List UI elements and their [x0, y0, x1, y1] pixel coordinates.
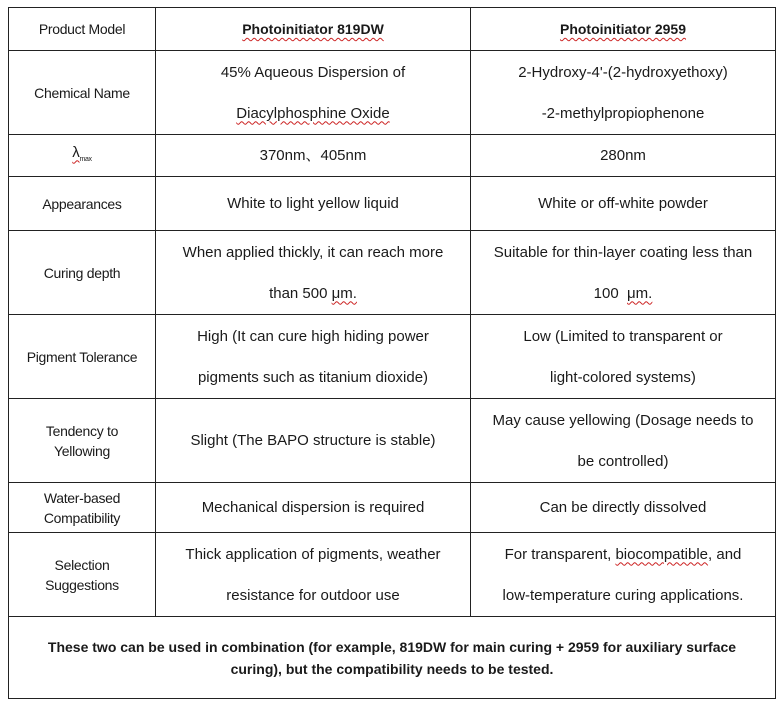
note-line2: curing), but the compatibility needs to be tested.	[230, 660, 554, 677]
curing-depth-col1-line1: When applied thickly, it can reach more	[182, 243, 444, 261]
row-label-cell	[9, 315, 156, 399]
pigment-tolerance-col1-cell	[156, 315, 471, 399]
comparison-table-wrapper	[8, 7, 775, 699]
selection-col2-word: biocompatible	[615, 545, 709, 563]
curing-depth-col1-unit: μm.	[331, 284, 357, 302]
header-col2-cell	[471, 8, 776, 51]
selection-col2-line2: low-temperature curing applications.	[502, 586, 744, 604]
row-label-cell	[9, 231, 156, 315]
row-label-pigment-tolerance: Pigment Tolerance	[26, 348, 138, 365]
header-col2: Photoinitiator 2959	[559, 21, 687, 37]
header-row	[9, 8, 776, 51]
row-chemical-name	[9, 51, 776, 135]
pigment-tolerance-col2-line1: Low (Limited to transparent or	[523, 327, 723, 345]
yellowing-col2-line2: be controlled)	[577, 452, 669, 470]
row-label-selection-line1: Selection	[54, 556, 110, 573]
row-label-curing-depth: Curing depth	[43, 264, 121, 281]
pigment-tolerance-col2-cell	[471, 315, 776, 399]
lambda-max-col2-cell	[471, 135, 776, 177]
row-label-appearances: Appearances	[42, 195, 122, 212]
appearances-col2-cell	[471, 177, 776, 231]
yellowing-col1-cell	[156, 399, 471, 483]
curing-depth-col1-prefix: than 500	[269, 284, 332, 302]
note-line1: These two can be used in combination (for example, 819DW for main curing + 2959 for auxiliary surface	[47, 638, 737, 655]
selection-col1-line1: Thick application of pigments, weather	[185, 545, 441, 563]
selection-col1-line2: resistance for outdoor use	[226, 586, 400, 604]
curing-depth-col2-prefix: 100	[593, 284, 628, 302]
row-label-cell	[9, 51, 156, 135]
lambda-max-col1: 370nm、405nm	[259, 146, 367, 164]
row-pigment-tolerance	[9, 315, 776, 399]
row-label-chemical-name: Chemical Name	[34, 84, 130, 101]
yellowing-col1: Slight (The BAPO structure is stable)	[190, 431, 436, 449]
row-selection	[9, 533, 776, 617]
row-label-water-based-line1: Water-based	[43, 489, 121, 506]
yellowing-col2-line1: May cause yellowing (Dosage needs to	[492, 411, 754, 429]
row-label-yellowing-line1: Tendency to	[45, 422, 119, 439]
row-label-water-based-line2: Compatibility	[43, 509, 121, 526]
chemical-name-col2-line1: 2-Hydroxy-4'-(2-hydroxyethoxy)	[518, 63, 728, 81]
row-label-selection-line2: Suggestions	[45, 576, 119, 593]
row-label-cell	[9, 399, 156, 483]
water-based-col2-cell	[471, 483, 776, 533]
selection-col2-cell	[471, 533, 776, 617]
selection-col1-cell	[156, 533, 471, 617]
curing-depth-col1-cell	[156, 231, 471, 315]
row-curing-depth	[9, 231, 776, 315]
water-based-col1: Mechanical dispersion is required	[201, 498, 425, 516]
row-lambda-max	[9, 135, 776, 177]
header-col1-cell	[156, 8, 471, 51]
note-cell	[9, 617, 776, 699]
chemical-name-col2-cell	[471, 51, 776, 135]
row-note	[9, 617, 776, 699]
chemical-name-col1-line2: Diacylphosphine Oxide	[236, 104, 390, 122]
curing-depth-col2-unit: μm.	[627, 284, 653, 302]
appearances-col2: White or off-white powder	[538, 194, 708, 212]
header-label: Product Model	[38, 21, 126, 37]
row-label-cell	[9, 533, 156, 617]
pigment-tolerance-col1-line2: pigments such as titanium dioxide)	[197, 368, 429, 386]
curing-depth-col2-cell	[471, 231, 776, 315]
row-yellowing	[9, 399, 776, 483]
lambda-subscript: max	[79, 155, 92, 163]
water-based-col2: Can be directly dissolved	[539, 498, 707, 516]
row-label-cell	[9, 135, 156, 177]
row-label-cell	[9, 177, 156, 231]
pigment-tolerance-col2-line2: light-colored systems)	[550, 368, 696, 386]
header-col1: Photoinitiator 819DW	[242, 21, 384, 37]
comparison-table	[8, 7, 776, 699]
header-label-cell	[9, 8, 156, 51]
selection-col2-prefix: For transparent,	[504, 545, 616, 563]
appearances-col1-cell	[156, 177, 471, 231]
row-label-lambda-max	[72, 144, 92, 161]
yellowing-col2-cell	[471, 399, 776, 483]
row-water-based	[9, 483, 776, 533]
appearances-col1: White to light yellow liquid	[227, 194, 399, 212]
lambda-max-col1-cell	[156, 135, 471, 177]
chemical-name-col1-line1: 45% Aqueous Dispersion of	[220, 63, 406, 81]
chemical-name-col2-line2: -2-methylpropiophenone	[541, 104, 705, 122]
lambda-max-col2: 280nm	[600, 146, 646, 164]
lambda-symbol: λ	[72, 143, 80, 161]
selection-col2-suffix: , and	[708, 545, 742, 563]
row-label-yellowing-line2: Yellowing	[54, 442, 110, 459]
pigment-tolerance-col1-line1: High (It can cure high hiding power	[197, 327, 429, 345]
row-appearances	[9, 177, 776, 231]
water-based-col1-cell	[156, 483, 471, 533]
curing-depth-col2-line1: Suitable for thin-layer coating less than	[493, 243, 753, 261]
chemical-name-col1-cell	[156, 51, 471, 135]
row-label-cell	[9, 483, 156, 533]
